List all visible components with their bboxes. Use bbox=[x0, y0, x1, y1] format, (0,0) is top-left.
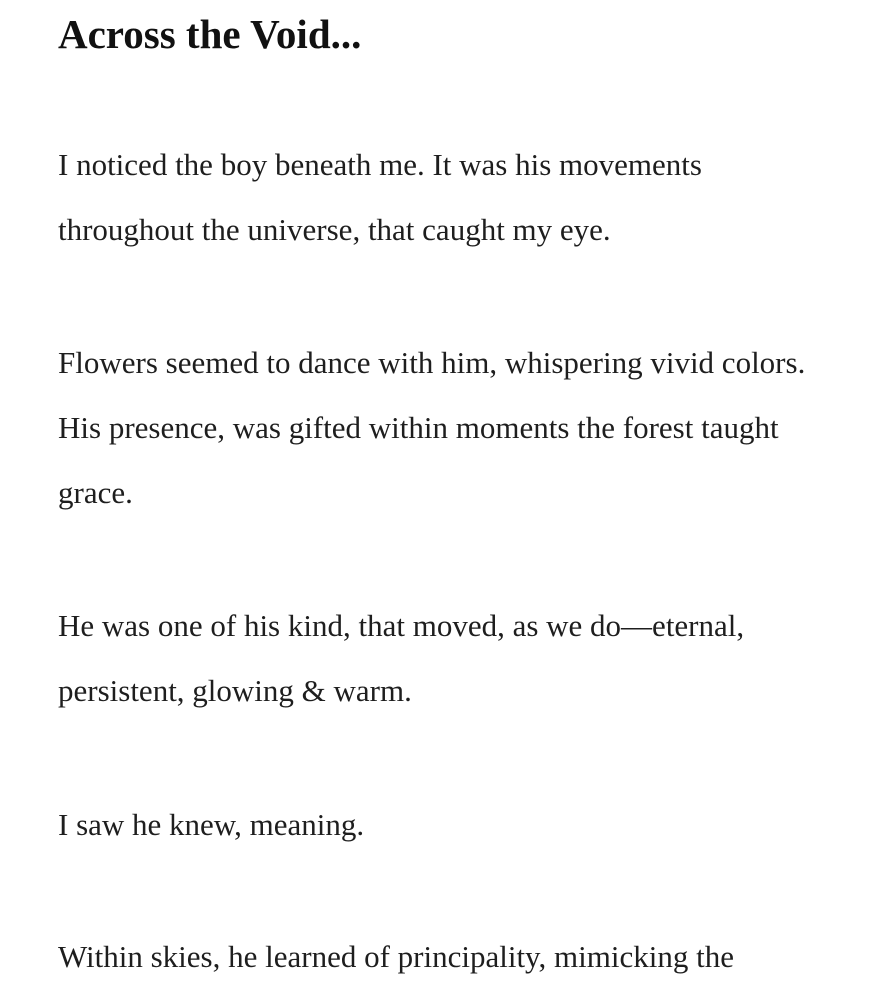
paragraph-line: Within skies, he learned of principality, mimicking the bbox=[58, 939, 734, 974]
paragraph-line: I saw he knew, meaning. bbox=[58, 807, 365, 842]
paragraph-line: His presence, was gifted within moments the forest taught bbox=[58, 410, 779, 445]
paragraph-4 bbox=[58, 792, 364, 857]
paragraph-5 bbox=[58, 924, 734, 989]
paragraph-1 bbox=[58, 132, 702, 262]
paragraph-line: throughout the universe, that caught my eye. bbox=[58, 212, 611, 247]
paragraph-line: He was one of his kind, that moved, as we do—eternal, bbox=[58, 608, 745, 643]
paragraph-2 bbox=[58, 330, 805, 525]
paragraph-3 bbox=[58, 593, 744, 723]
paragraph-line: Flowers seemed to dance with him, whispering vivid colors. bbox=[58, 345, 806, 380]
paragraph-line: I noticed the boy beneath me. It was his movements bbox=[58, 147, 702, 182]
paragraph-line: persistent, glowing & warm. bbox=[58, 673, 412, 708]
article-title: Across the Void... bbox=[58, 11, 362, 57]
paragraph-line: grace. bbox=[58, 475, 133, 510]
